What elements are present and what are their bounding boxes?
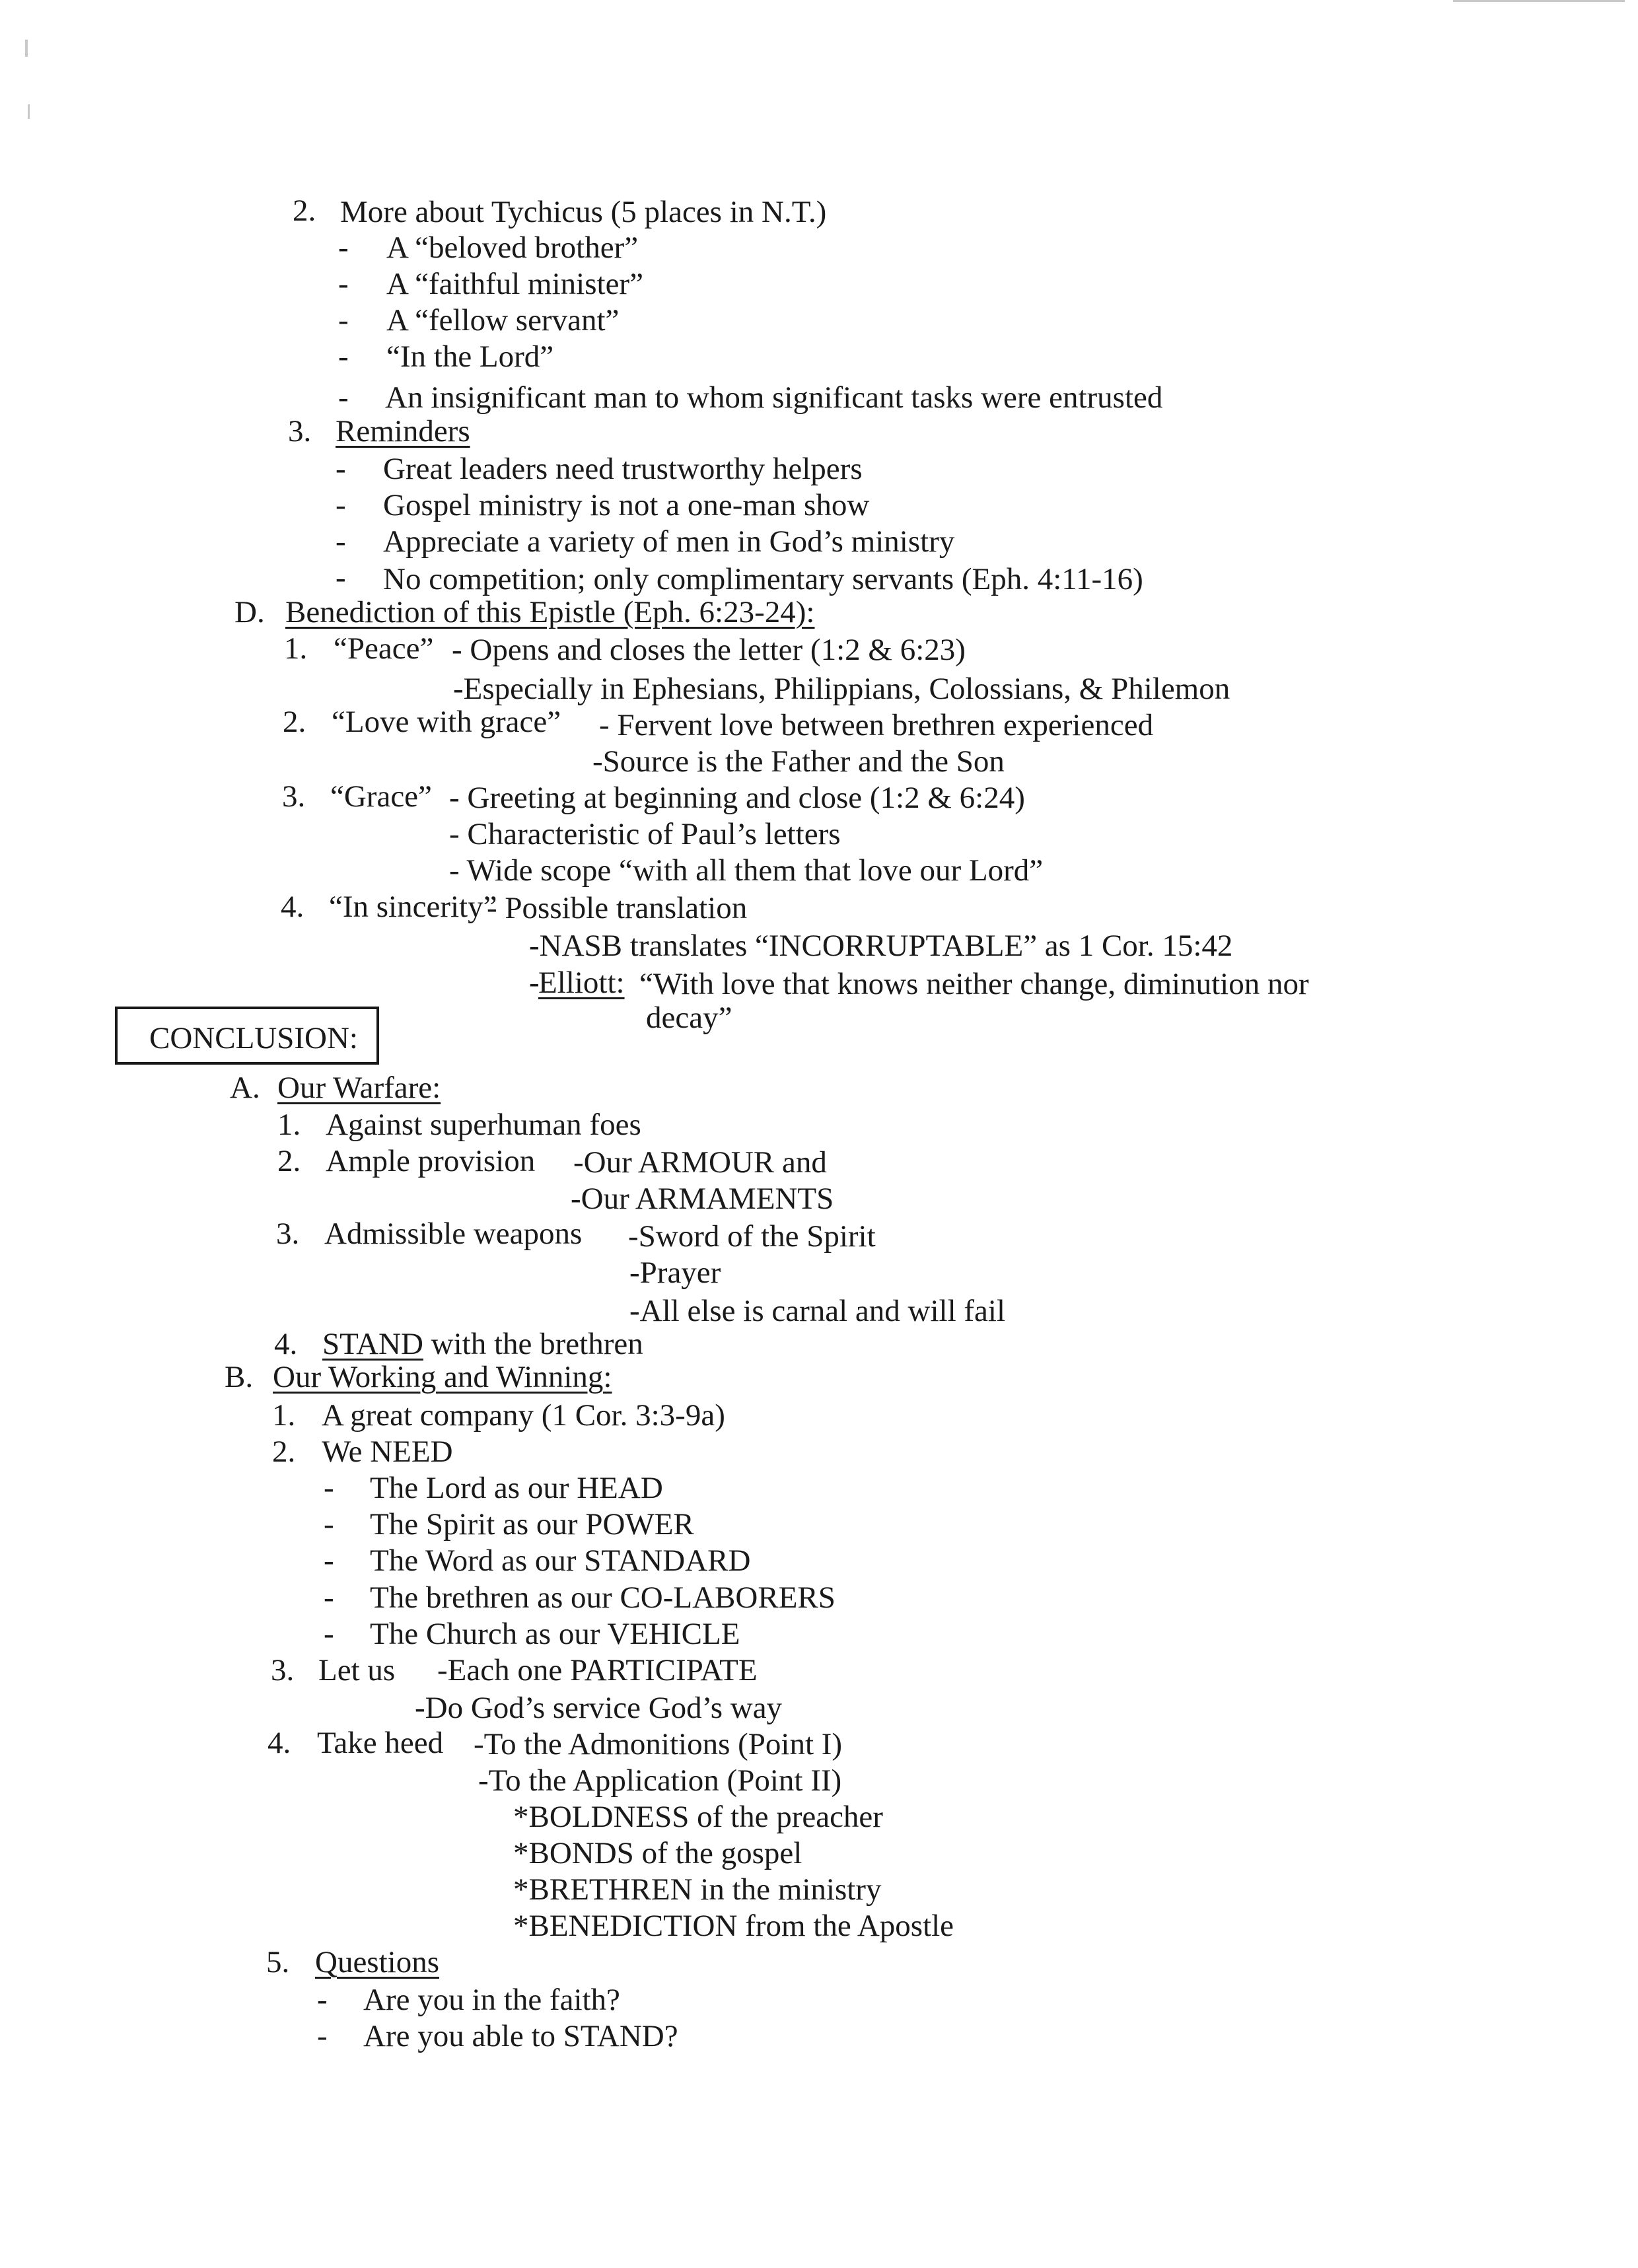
item-number: 2. bbox=[293, 194, 316, 228]
item-number: 4. bbox=[281, 890, 304, 924]
bullet-text: Great leaders need trustworthy helpers bbox=[383, 452, 863, 486]
item-lead: “Grace” bbox=[330, 779, 432, 814]
bullet-text: A “faithful minister” bbox=[386, 267, 643, 301]
item-text: We NEED bbox=[322, 1435, 453, 1469]
item-number: 4. bbox=[267, 1726, 291, 1760]
scan-mark bbox=[25, 40, 28, 57]
section-letter: D. bbox=[234, 595, 265, 629]
bullet-dash: - bbox=[338, 303, 349, 337]
item-lead: Admissible weapons bbox=[324, 1217, 583, 1251]
section-letter: B. bbox=[225, 1360, 254, 1394]
quote-text: “With love that knows neither change, diminution nor bbox=[639, 967, 1309, 1001]
item-lead: “In sincerity” bbox=[329, 890, 497, 924]
starred-point: *BONDS of the gospel bbox=[513, 1836, 802, 1870]
starred-point: *BENEDICTION from the Apostle bbox=[513, 1909, 954, 1943]
item-detail: -NASB translates “INCORRUPTABLE” as 1 Cor. 15:42 bbox=[529, 929, 1233, 963]
item-number: 2. bbox=[277, 1144, 301, 1178]
bullet-dash: - bbox=[324, 1507, 334, 1542]
bullet-dash: - bbox=[336, 524, 346, 559]
bullet-dash: - bbox=[317, 1983, 328, 2017]
bullet-dash: - bbox=[324, 1617, 334, 1651]
item-number: 2. bbox=[272, 1435, 296, 1469]
item-detail: - Possible translation bbox=[487, 891, 748, 925]
item-heading: Reminders bbox=[336, 414, 470, 448]
bullet-text: Are you in the faith? bbox=[363, 1983, 620, 2017]
item-number: 3. bbox=[282, 779, 306, 814]
bullet-text: The Lord as our HEAD bbox=[370, 1471, 663, 1505]
bullet-dash: - bbox=[338, 339, 349, 374]
item-detail: -Especially in Ephesians, Philippians, Colossians, & Philemon bbox=[453, 672, 1230, 706]
item-text: A great company (1 Cor. 3:3-9a) bbox=[322, 1398, 725, 1433]
bullet-dash: - bbox=[324, 1471, 334, 1505]
item-detail: - Fervent love between brethren experienced bbox=[599, 708, 1154, 742]
quoted-author: Elliott: bbox=[538, 966, 625, 1000]
scan-mark bbox=[28, 104, 30, 119]
item-number: 3. bbox=[271, 1653, 295, 1687]
item-number: 1. bbox=[277, 1108, 301, 1142]
item-heading: More about Tychicus (5 places in N.T.) bbox=[340, 195, 827, 229]
bullet-dash: - bbox=[338, 267, 349, 301]
item-detail: - Opens and closes the letter (1:2 & 6:23) bbox=[452, 633, 966, 667]
item-detail: -Our ARMOUR and bbox=[573, 1145, 827, 1180]
bullet-text: The Spirit as our POWER bbox=[370, 1507, 694, 1542]
bullet-text: The brethren as our CO-LABORERS bbox=[370, 1580, 836, 1615]
item-text: Against superhuman foes bbox=[326, 1108, 641, 1142]
bullet-dash: - bbox=[324, 1580, 334, 1615]
item-number: 4. bbox=[274, 1327, 298, 1361]
section-letter: A. bbox=[230, 1071, 260, 1105]
section-title: Benediction of this Epistle (Eph. 6:23-24): bbox=[285, 595, 815, 629]
item-lead: Let us bbox=[318, 1653, 396, 1687]
bullet-text: “In the Lord” bbox=[386, 339, 554, 374]
item-number: 1. bbox=[284, 631, 308, 666]
item-number: 2. bbox=[283, 705, 306, 739]
bullet-text: Appreciate a variety of men in God’s ministry bbox=[383, 524, 955, 559]
bullet-text: Gospel ministry is not a one-man show bbox=[383, 488, 870, 522]
item-detail-dash: - bbox=[529, 966, 540, 1000]
bullet-text: A “beloved brother” bbox=[386, 230, 639, 265]
bullet-dash: - bbox=[336, 561, 346, 595]
item-heading: Questions bbox=[315, 1945, 439, 1979]
starred-point: *BOLDNESS of the preacher bbox=[513, 1800, 883, 1834]
item-detail: -Do God’s service God’s way bbox=[415, 1691, 783, 1725]
item-number: 1. bbox=[272, 1398, 296, 1433]
bullet-dash: - bbox=[324, 1543, 334, 1578]
item-text bbox=[322, 1329, 643, 1360]
item-detail: -Prayer bbox=[629, 1256, 721, 1290]
item-lead: “Peace” bbox=[334, 631, 434, 666]
bullet-dash: - bbox=[336, 452, 346, 486]
item-number: 3. bbox=[276, 1217, 300, 1251]
bullet-text: A “fellow servant” bbox=[386, 303, 620, 337]
section-title: Our Warfare: bbox=[277, 1071, 441, 1105]
item-detail: -Our ARMAMENTS bbox=[571, 1182, 834, 1216]
item-text-rest: with the brethren bbox=[423, 1327, 643, 1361]
quote-text: decay” bbox=[646, 1001, 732, 1035]
item-lead: Ample provision bbox=[326, 1144, 536, 1178]
item-lead: Take heed bbox=[317, 1726, 444, 1760]
section-title: Our Working and Winning: bbox=[273, 1360, 612, 1394]
item-number: 3. bbox=[288, 414, 312, 448]
conclusion-label: CONCLUSION: bbox=[149, 1021, 358, 1055]
item-number: 5. bbox=[266, 1945, 290, 1979]
bullet-text: No competition; only complimentary servants (Eph. 4:11-16) bbox=[383, 562, 1143, 596]
item-detail: -To the Application (Point II) bbox=[478, 1763, 842, 1798]
bullet-dash: - bbox=[336, 488, 346, 522]
item-detail: -Sword of the Spirit bbox=[628, 1219, 876, 1254]
item-detail: -All else is carnal and will fail bbox=[629, 1294, 1006, 1328]
bullet-text: An insignificant man to whom significant tasks were entrusted bbox=[385, 380, 1163, 415]
bullet-dash: - bbox=[338, 230, 349, 265]
bullet-dash: - bbox=[338, 380, 349, 415]
item-detail: -Each one PARTICIPATE bbox=[437, 1653, 758, 1687]
item-detail: -To the Admonitions (Point I) bbox=[474, 1727, 843, 1761]
item-detail: - Characteristic of Paul’s letters bbox=[449, 817, 841, 851]
bullet-dash: - bbox=[317, 2019, 328, 2053]
conclusion-box bbox=[115, 1007, 379, 1065]
item-detail: - Wide scope “with all them that love our Lord” bbox=[449, 853, 1044, 888]
bullet-text: Are you able to STAND? bbox=[363, 2019, 678, 2053]
item-lead: “Love with grace” bbox=[332, 705, 561, 739]
bullet-text: The Word as our STANDARD bbox=[370, 1543, 751, 1578]
scan-mark bbox=[1453, 0, 1625, 2]
bullet-text: The Church as our VEHICLE bbox=[370, 1617, 740, 1651]
emphasis-stand: STAND bbox=[322, 1327, 423, 1361]
item-detail: - Greeting at beginning and close (1:2 & 6:24) bbox=[449, 781, 1025, 815]
starred-point: *BRETHREN in the ministry bbox=[513, 1872, 882, 1907]
item-detail: -Source is the Father and the Son bbox=[592, 744, 1005, 779]
